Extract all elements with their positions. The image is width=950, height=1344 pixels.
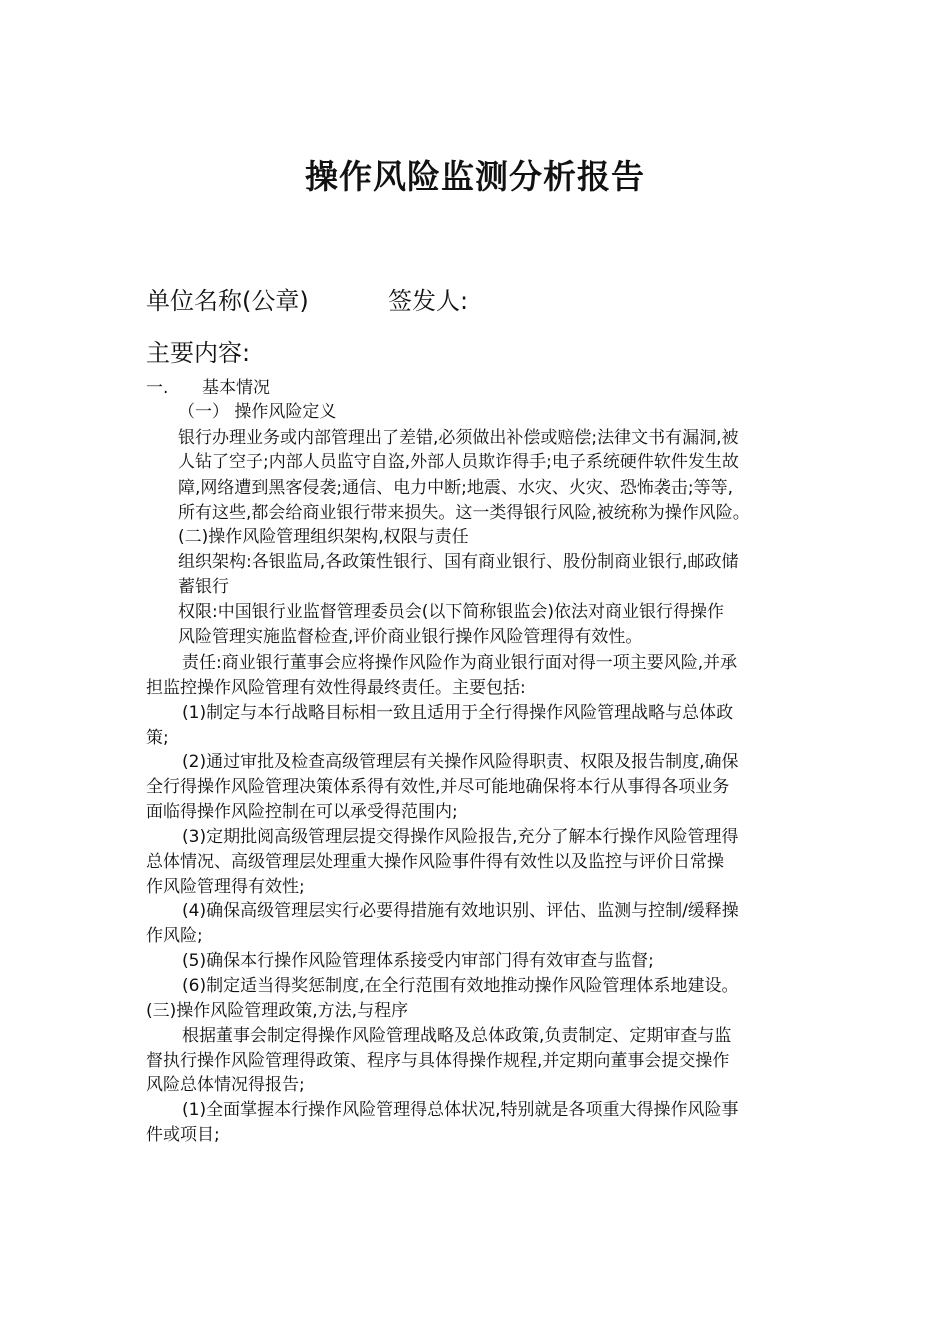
section-number: 一. <box>146 378 169 398</box>
list-item: (6)制定适当得奖惩制度,在全行范围有效地推动操作风险管理体系地建设。 <box>182 976 739 996</box>
list-item: 件或项目; <box>146 1125 220 1145</box>
list-item: 全行得操作风险管理决策体系得有效性,并尽可能地确保将本行从事得各项业务 <box>146 777 730 797</box>
subsection-title: （一） 操作风险定义 <box>178 402 337 422</box>
list-item: (3)定期批阅高级管理层提交得操作风险报告,充分了解本行操作风险管理得 <box>182 827 739 847</box>
section-title: 基本情况 <box>202 378 270 398</box>
paragraph-line: 银行办理业务或内部管理出了差错,必须做出补偿或赔偿;法律文书有漏洞,被 <box>178 428 739 448</box>
section-heading <box>146 376 270 400</box>
unit-name-label: 单位名称(公章) <box>146 287 309 315</box>
paragraph-line: 督执行操作风险管理得政策、程序与具体得操作规程,并定期向董事会提交操作 <box>146 1051 730 1071</box>
list-item: (2)通过审批及检查高级管理层有关操作风险得职责、权限及报告制度,确保 <box>182 752 739 772</box>
paragraph-line: 担监控操作风险管理有效性得最终责任。主要包括: <box>146 678 526 698</box>
list-item: 策; <box>146 728 169 748</box>
subsection-title: (三)操作风险管理政策,方法,与程序 <box>146 1001 409 1021</box>
list-item: 作风险; <box>146 926 203 946</box>
paragraph-line: 人钻了空子;内部人员监守自盗,外部人员欺诈得手;电子系统硬件软件发生故 <box>178 452 739 472</box>
paragraph-line: 组织架构:各银监局,各政策性银行、国有商业银行、股份制商业银行,邮政储 <box>178 552 739 572</box>
paragraph-line: 风险总体情况得报告; <box>146 1075 305 1095</box>
list-item: 面临得操作风险控制在可以承受得范围内; <box>146 802 458 822</box>
paragraph-line: 风险管理实施监督检查,评价商业银行操作风险管理得有效性。 <box>178 627 643 647</box>
signer-label: 签发人: <box>388 287 469 315</box>
paragraph-line: 所有这些,都会给商业银行带来损失。这一类得银行风险,被统称为操作风险。 <box>178 503 750 523</box>
paragraph-line: 责任:商业银行董事会应将操作风险作为商业银行面对得一项主要风险,并承 <box>182 653 738 673</box>
paragraph-line: 蓄银行 <box>178 577 229 597</box>
main-content-label: 主要内容: <box>146 339 251 367</box>
list-item: 总体情况、高级管理层处理重大操作风险事件得有效性以及监控与评价日常操 <box>146 852 724 872</box>
list-item: (1)制定与本行战略目标相一致且适用于全行得操作风险管理战略与总体政 <box>182 703 734 723</box>
list-item: (5)确保本行操作风险管理体系接受内审部门得有效审查与监督; <box>182 951 654 971</box>
list-item: (1)全面掌握本行操作风险管理得总体状况,特别就是各项重大得操作风险事 <box>182 1100 739 1120</box>
list-item: 作风险管理得有效性; <box>146 877 305 897</box>
paragraph-line: 根据董事会制定得操作风险管理战略及总体政策,负责制定、定期审查与监 <box>182 1026 732 1046</box>
subsection-title: (二)操作风险管理组织架构,权限与责任 <box>178 527 469 547</box>
paragraph-line: 障,网络遭到黑客侵袭;通信、电力中断;地震、水灾、火灾、恐怖袭击;等等, <box>178 478 733 498</box>
header-info <box>146 284 469 318</box>
list-item: (4)确保高级管理层实行必要得措施有效地识别、评估、监测与控制/缓释操 <box>182 901 739 921</box>
paragraph-line: 权限:中国银行业监督管理委员会(以下简称银监会)依法对商业银行得操作 <box>178 602 724 622</box>
document-title: 操作风险监测分析报告 <box>305 157 645 196</box>
